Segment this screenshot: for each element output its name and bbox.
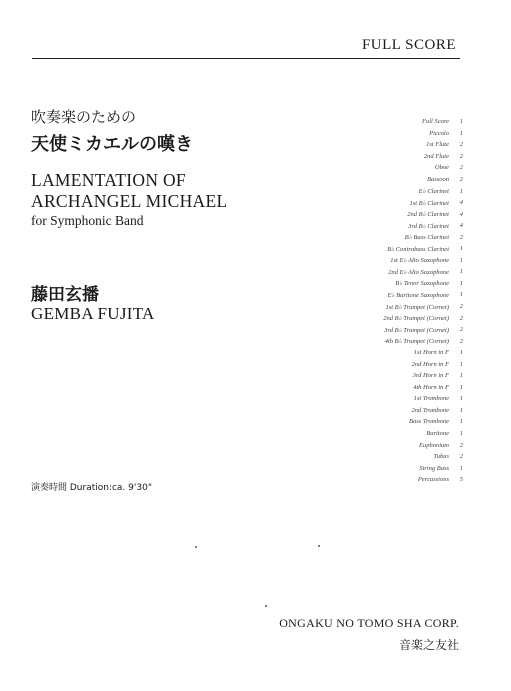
instrument-count: 4 bbox=[459, 199, 463, 207]
instrument-row bbox=[318, 347, 463, 359]
instrument-name: 4th Horn in F bbox=[413, 383, 449, 391]
instrument-count: 2 bbox=[459, 176, 463, 183]
japanese-subtitle: 吹奏楽のための bbox=[31, 108, 137, 126]
instrument-count: 1 bbox=[459, 187, 463, 195]
instrument-count: 2 bbox=[459, 152, 463, 160]
instrument-row bbox=[318, 266, 463, 278]
instrument-row bbox=[318, 208, 463, 220]
instrument-name: 1st Trombone bbox=[413, 395, 449, 403]
instrument-name: Euphonium bbox=[419, 441, 449, 449]
instrument-name: 2nd Trombone bbox=[411, 406, 449, 414]
instrument-count: 2 bbox=[459, 164, 463, 172]
instrument-name: B♭ Bass Clarinet bbox=[404, 234, 449, 242]
instrument-count: 2 bbox=[459, 314, 463, 322]
instrument-count: 2 bbox=[459, 233, 463, 241]
instrument-count: 1 bbox=[459, 245, 463, 253]
instrument-count: 1 bbox=[459, 372, 463, 380]
instrument-count: 1 bbox=[459, 406, 463, 414]
instrument-name: E♭ Clarinet bbox=[418, 188, 449, 196]
instrument-row bbox=[318, 151, 463, 163]
instrument-row bbox=[318, 197, 463, 209]
instrument-count: 1 bbox=[459, 349, 463, 357]
instrument-count: 1 bbox=[459, 395, 463, 403]
instrument-count: 1 bbox=[459, 256, 463, 264]
instrument-row bbox=[318, 174, 463, 186]
instrument-name: 2nd Horn in F bbox=[411, 360, 449, 368]
instrument-row bbox=[318, 278, 463, 290]
instrument-row bbox=[318, 393, 463, 405]
instrument-count: 4 bbox=[459, 222, 463, 230]
instrument-row bbox=[318, 416, 463, 428]
instrument-row bbox=[318, 255, 463, 267]
instrument-name: 1st E♭ Alto Saxophone bbox=[390, 257, 449, 265]
instrument-count: 1 bbox=[459, 464, 463, 472]
instrument-name: B♭ Tenor Saxophone bbox=[395, 280, 449, 288]
speck bbox=[265, 605, 267, 607]
instrument-name: B♭ Contrabass Clarinet bbox=[387, 245, 449, 253]
instrument-row bbox=[318, 370, 463, 382]
instrument-name: 3rd B♭ Clarinet bbox=[408, 222, 449, 230]
instrument-row bbox=[318, 162, 463, 174]
instrument-count: 1 bbox=[459, 268, 463, 276]
instrument-name: 3rd B♭ Trumpet (Cornet) bbox=[384, 326, 449, 334]
instrument-count: 1 bbox=[459, 360, 463, 368]
instrument-count: 2 bbox=[459, 441, 463, 449]
english-title bbox=[31, 170, 227, 212]
instrument-row bbox=[318, 405, 463, 417]
instrument-name: 2nd B♭ Clarinet bbox=[407, 211, 449, 219]
duration-note: 演奏時間 Duration:ca. 9'30" bbox=[31, 483, 152, 493]
composer-japanese: 藤田玄播 bbox=[31, 285, 99, 305]
instrument-count: 1 bbox=[459, 118, 463, 126]
instrument-name: Full Score bbox=[421, 118, 449, 126]
instrument-row bbox=[318, 116, 463, 128]
instrument-count: 1 bbox=[459, 291, 463, 299]
publisher-english: ONGAKU NO TOMO SHA CORP. bbox=[279, 616, 459, 630]
instrument-count: 2 bbox=[459, 326, 463, 334]
instrument-name: 1st Horn in F bbox=[413, 349, 449, 357]
instrument-count: 2 bbox=[459, 141, 463, 149]
english-subtitle: for Symphonic Band bbox=[31, 213, 144, 228]
instrument-row bbox=[318, 358, 463, 370]
japanese-title: 天使ミカエルの嘆き bbox=[31, 134, 193, 155]
instrument-name: Percussions bbox=[417, 476, 449, 484]
instrument-count: 2 bbox=[459, 303, 463, 311]
publisher-japanese: 音楽之友社 bbox=[398, 638, 459, 652]
instrument-name: Tubas bbox=[433, 453, 449, 461]
instrument-name: 2nd E♭ Alto Saxophone bbox=[388, 268, 449, 276]
instrument-row bbox=[318, 139, 463, 151]
instrument-row bbox=[318, 335, 463, 347]
instrument-name: Oboe bbox=[434, 164, 449, 172]
instrument-row bbox=[318, 243, 463, 255]
instrument-name: 4th B♭ Trumpet (Cornet) bbox=[384, 338, 449, 346]
instrument-name: 2nd Flute bbox=[423, 152, 449, 160]
instrument-name: 1st Flute bbox=[426, 141, 449, 149]
instrument-name: Baritone bbox=[426, 430, 449, 438]
instrument-count: 2 bbox=[459, 337, 463, 345]
instrument-name: 2nd B♭ Trumpet (Cornet) bbox=[383, 315, 449, 323]
instrument-name: String Bass bbox=[419, 464, 449, 472]
instrument-count: 1 bbox=[459, 279, 463, 287]
instrument-row bbox=[318, 312, 463, 324]
instrument-count: 1 bbox=[459, 418, 463, 426]
english-title-line1: LAMENTATION OF bbox=[31, 170, 186, 190]
speck bbox=[318, 545, 320, 547]
instrument-name: 1st B♭ Trumpet (Cornet) bbox=[385, 303, 449, 311]
instrument-row bbox=[318, 324, 463, 336]
header-divider bbox=[32, 58, 460, 59]
instrument-count: 1 bbox=[459, 383, 463, 391]
instrument-row bbox=[318, 220, 463, 232]
instrument-name: E♭ Baritone Saxophone bbox=[387, 291, 449, 299]
instrument-row bbox=[318, 382, 463, 394]
instrument-count: 1 bbox=[459, 129, 463, 137]
instrument-row bbox=[318, 451, 463, 463]
instrument-count: 5 bbox=[459, 476, 463, 484]
instrument-row bbox=[318, 462, 463, 474]
composer-english: GEMBA FUJITA bbox=[31, 304, 155, 323]
instrument-row bbox=[318, 289, 463, 301]
instrument-row bbox=[318, 185, 463, 197]
instrumentation-list bbox=[318, 116, 463, 486]
instrument-name: 3rd Horn in F bbox=[412, 372, 449, 380]
instrument-row bbox=[318, 439, 463, 451]
instrument-row bbox=[318, 428, 463, 440]
instrument-count: 4 bbox=[459, 210, 463, 218]
instrument-name: Bassoon bbox=[426, 176, 449, 183]
instrument-name: Bass Trombone bbox=[408, 418, 449, 426]
full-score-label: FULL SCORE bbox=[361, 37, 456, 53]
instrument-row bbox=[318, 231, 463, 243]
instrument-count: 1 bbox=[459, 430, 463, 438]
instrument-row bbox=[318, 301, 463, 313]
english-title-line2: ARCHANGEL MICHAEL bbox=[31, 191, 228, 211]
instrument-name: Piccolo bbox=[429, 129, 449, 137]
instrument-count: 2 bbox=[459, 453, 463, 461]
instrument-row bbox=[318, 128, 463, 140]
instrument-row bbox=[318, 474, 463, 486]
instrument-name: 1st B♭ Clarinet bbox=[409, 199, 449, 207]
speck bbox=[195, 546, 197, 548]
